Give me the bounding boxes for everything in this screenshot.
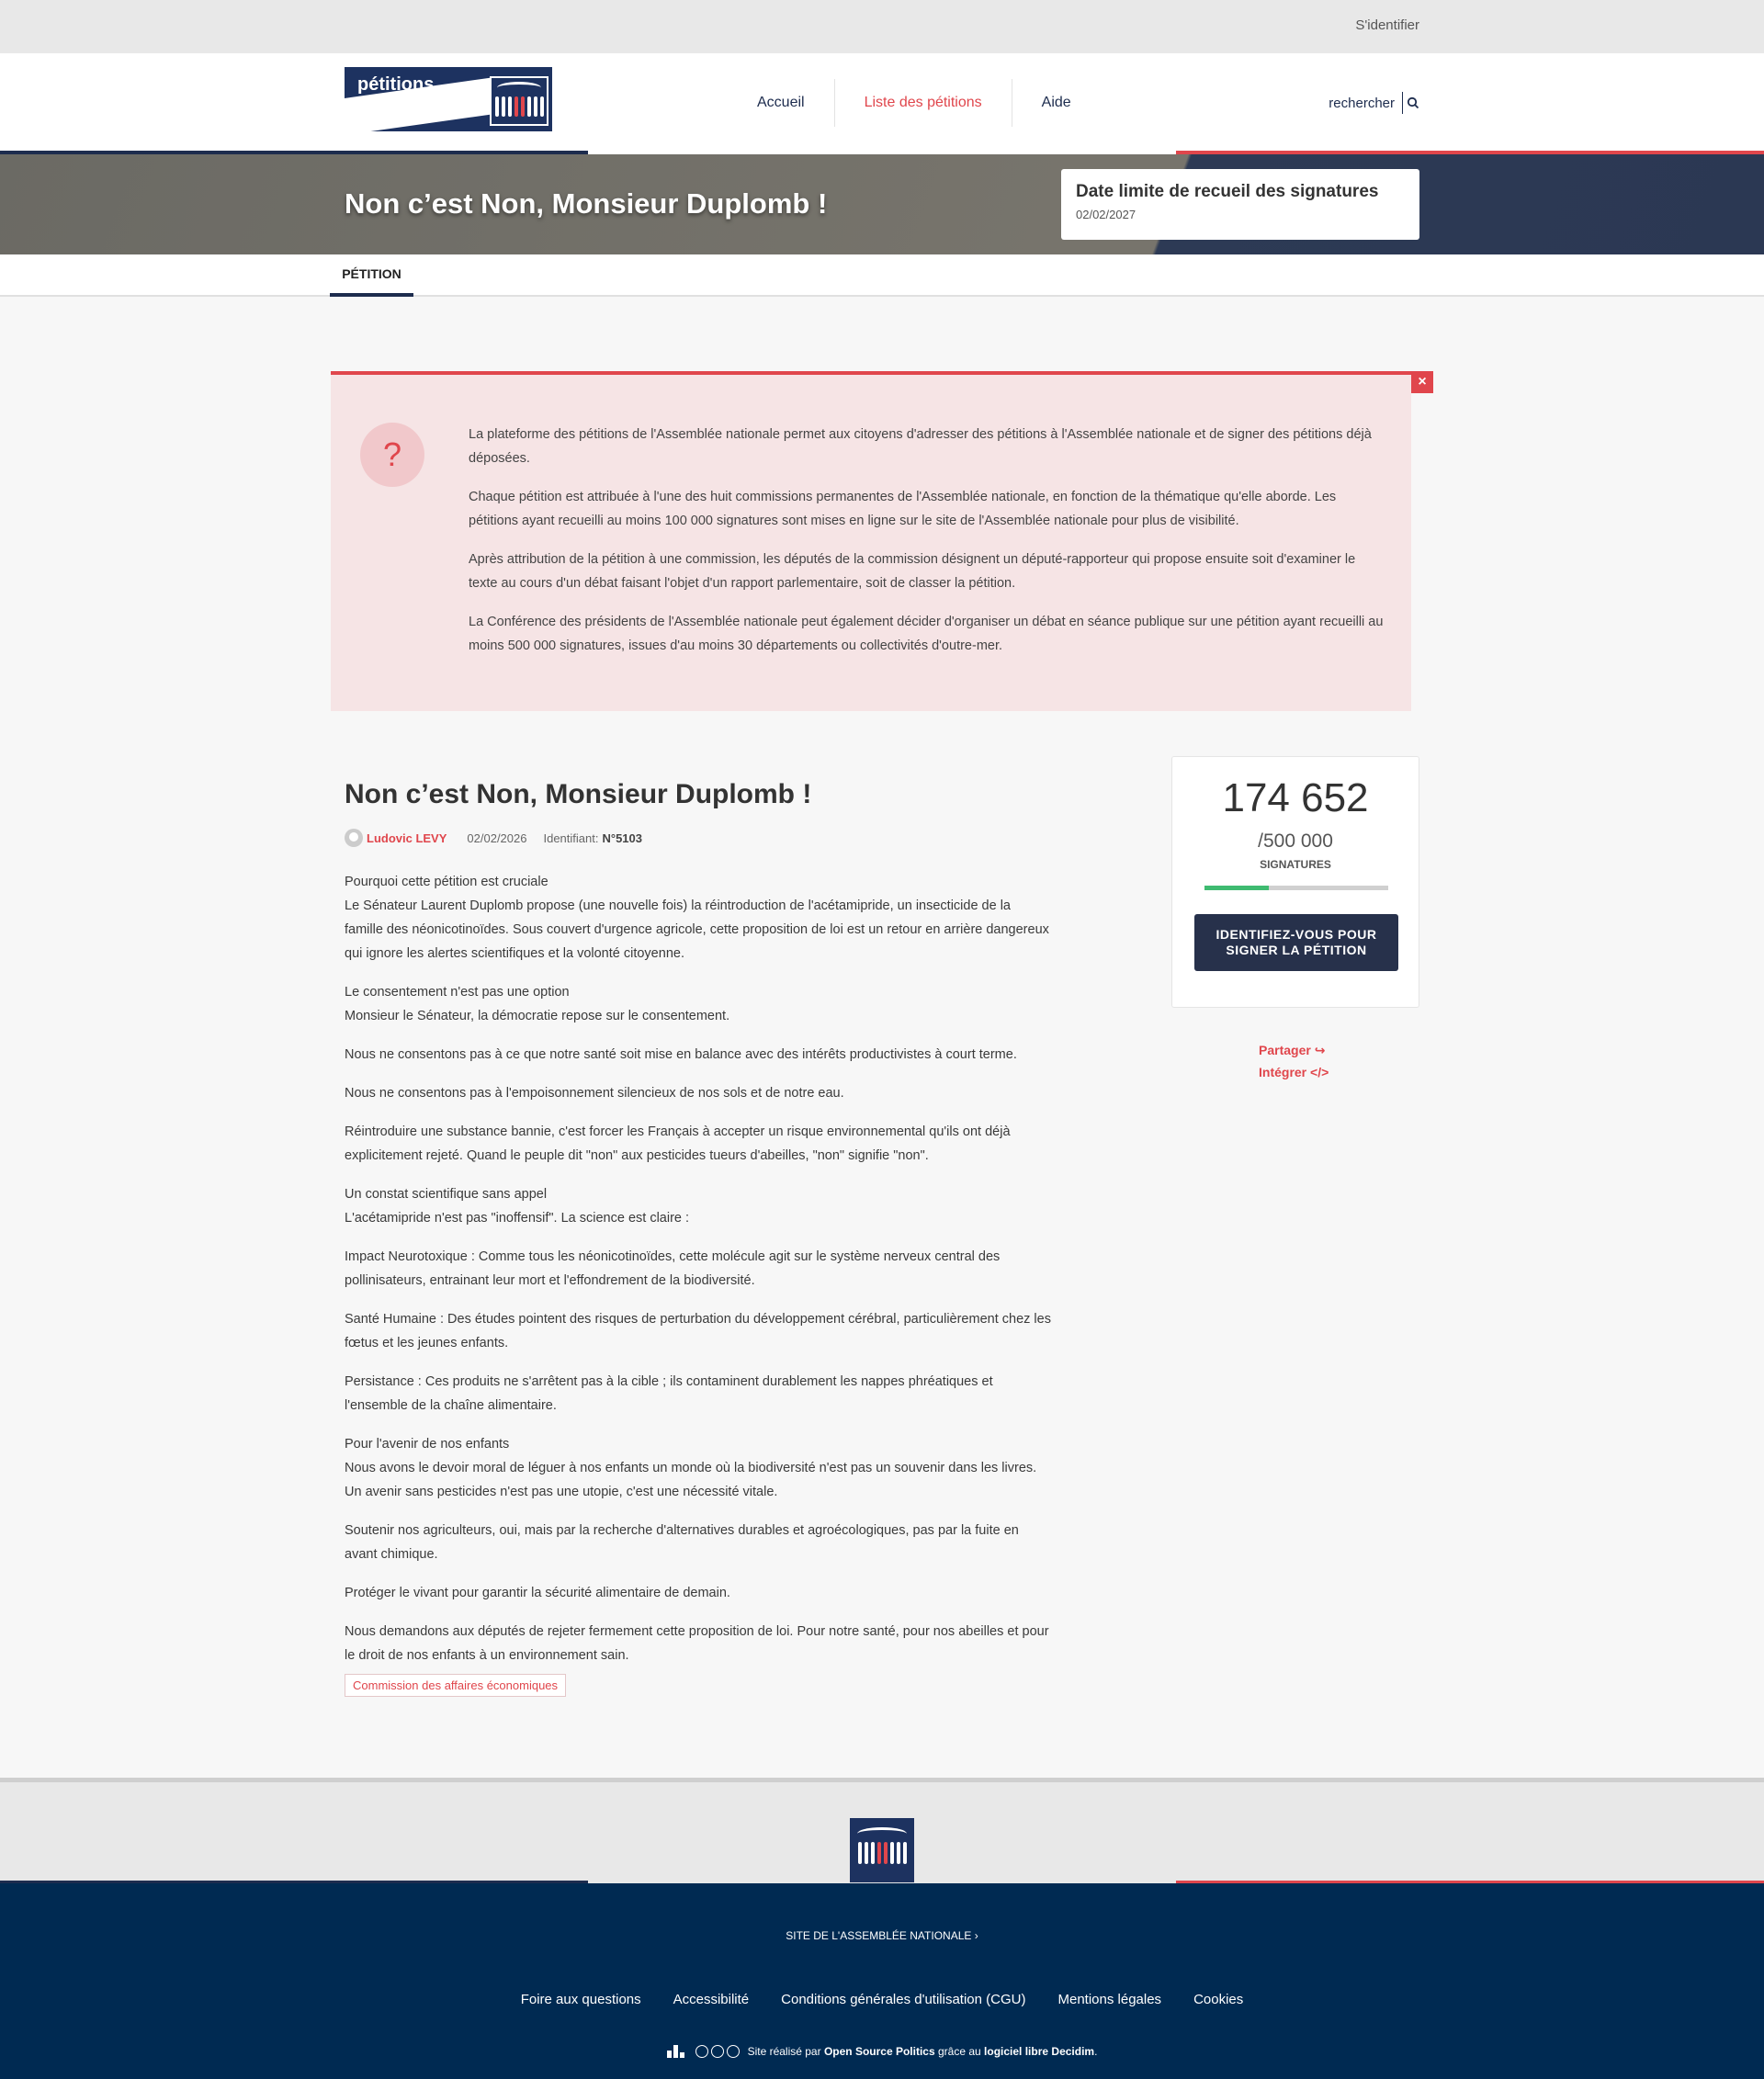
assemblee-logo[interactable]: [850, 1818, 914, 1882]
header: [0, 53, 1764, 154]
footer-link-mentions[interactable]: Mentions légales: [1057, 1992, 1162, 2007]
body-line: Protéger le vivant pour garantir la sécurité alimentaire de demain.: [345, 1586, 730, 1600]
body-paragraph: [345, 1432, 1052, 1504]
assemblee-site-label: SITE DE L'ASSEMBLÉE NATIONALE: [786, 1929, 972, 1942]
author-link[interactable]: Ludovic LEVY: [367, 830, 447, 845]
decidim-link[interactable]: logiciel libre Decidim: [984, 2045, 1095, 2058]
body-paragraph: [345, 1620, 1052, 1667]
body-line: Nous demandons aux députés de rejeter fermement cette proposition de loi. Pour notre santé, pour nos abeilles et pour le droit de nos enfants à un environnement sain.: [345, 1624, 1049, 1663]
share-link[interactable]: [1259, 1039, 1329, 1061]
body-paragraph: [345, 980, 1052, 1028]
body-line: Pour l'avenir de nos enfants: [345, 1437, 510, 1452]
progress-fill: [1204, 886, 1269, 890]
question-icon: ?: [360, 423, 424, 487]
info-paragraph: La Conférence des présidents de l'Assemblée nationale peut également décider d'organiser un débat en séance publique sur une pétition ayant recueilli au moins 500 000 signatures, issues d'au moins 30 départements ou collectivités d'outre-mer.: [469, 615, 1384, 653]
deadline-title: Date limite de recueil des signatures: [1076, 182, 1379, 201]
assemblee-site-link[interactable]: [0, 1929, 1764, 1942]
body-paragraph: [345, 1120, 1052, 1168]
credit-text: grâce au: [938, 2045, 981, 2058]
embed-label: Intégrer: [1259, 1065, 1307, 1079]
body-line: Monsieur le Sénateur, la démocratie repose sur le consentement.: [345, 1009, 730, 1023]
commission-tag[interactable]: Commission des affaires économiques: [345, 1674, 566, 1697]
deadline-date: 02/02/2027: [1076, 208, 1136, 221]
info-paragraph: Chaque pétition est attribuée à l'une des huit commissions permanentes de l'Assemblée nationale, en fonction de la thématique qu'elle aborde. Les pétitions ayant recueilli au moins 100 000 signatures sont mises en ligne sur le site de l'Assemblée nationale pour plus de visibilité.: [469, 490, 1337, 528]
info-callout: [331, 371, 1411, 711]
search-icon: [1407, 96, 1419, 109]
body-line: Pourquoi cette pétition est cruciale: [345, 875, 548, 889]
cc-sa-icon: [727, 2045, 740, 2058]
petition-date: 02/02/2026: [467, 830, 527, 845]
nav-liste-petitions[interactable]: Liste des pétitions: [835, 79, 1012, 127]
login-link[interactable]: S'identifier: [1355, 17, 1419, 33]
nav-aide[interactable]: Aide: [1041, 95, 1071, 110]
signature-card: [1171, 756, 1419, 1008]
top-bar: [0, 0, 1764, 53]
petition-meta: [345, 829, 642, 847]
body-line: Le Sénateur Laurent Duplomb propose (une nouvelle fois) la réintroduction de l'acétamipride, un insecticide de la famille des néonicotinoïdes. Sous couvert d'urgence agricole, cette proposition de loi est un retour en arrière dangereux qui ignore les alertes scientifiques et la volonté citoyenne.: [345, 898, 1049, 961]
body-paragraph: [345, 1182, 1052, 1230]
body-paragraph: [345, 1043, 1052, 1067]
body-line: L'acétamipride n'est pas "inoffensif". La science est claire :: [345, 1211, 690, 1226]
signature-goal: /500 000: [1258, 830, 1333, 852]
petition-body: [345, 870, 1052, 1682]
petition-banner: [0, 154, 1764, 254]
signature-count: 174 652: [1222, 775, 1369, 820]
code-icon: </>: [1310, 1065, 1329, 1079]
body-line: Santé Humaine : Des études pointent des risques de perturbation du développement cérébral, particulièrement chez les fœtus et les jeunes enfants.: [345, 1312, 1051, 1350]
identifier-label: Identifiant:: [543, 830, 599, 845]
petition-title: Non c’est Non, Monsieur Duplomb !: [345, 779, 812, 809]
cc-icon: [695, 2045, 708, 2058]
body-paragraph: [345, 1519, 1052, 1566]
body-line: Un constat scientifique sans appel: [345, 1187, 548, 1202]
main-nav: [728, 79, 1101, 127]
signature-progress: [1204, 886, 1388, 890]
footer-link-accessibilite[interactable]: Accessibilité: [673, 1992, 750, 2007]
deadline-box: [1061, 169, 1419, 240]
tab-petition[interactable]: PÉTITION: [330, 254, 413, 297]
osp-link[interactable]: Open Source Politics: [823, 2045, 935, 2058]
body-line: Nous ne consentons pas à ce que notre santé soit mise en balance avec des intérêts productivistes à court terme.: [345, 1047, 1017, 1062]
body-line: Impact Neurotoxique : Comme tous les néonicotinoïdes, cette molécule agit sur le système nerveux central des pollinisateurs, entrainant leur mort et l'effondrement de la biodiversité.: [345, 1249, 1001, 1288]
footer-link-cgu[interactable]: Conditions générales d'utilisation (CGU): [781, 1992, 1026, 2007]
body-paragraph: [345, 870, 1052, 966]
info-paragraph: Après attribution de la pétition à une commission, les députés de la commission désignent un député-rapporteur qui propose ensuite soit d'examiner le texte au cours d'un débat faisant l'objet d'un rapport parlementaire, soit de classer la pétition.: [469, 552, 1356, 591]
body-line: Le consentement n'est pas une option: [345, 985, 570, 1000]
credit-text: Site réalisé par: [747, 2045, 821, 2058]
body-line: Persistance : Ces produits ne s'arrêtent pas à la cible ; ils contaminent durablement les nappes phréatiques et l'ensemble de la chaîne alimentaire.: [345, 1374, 993, 1413]
sign-button[interactable]: IDENTIFIEZ-VOUS POUR SIGNER LA PÉTITION: [1194, 914, 1398, 971]
avatar: [345, 829, 363, 847]
body-line: Nous ne consentons pas à l'empoisonnement silencieux de nos sols et de notre eau.: [345, 1086, 844, 1101]
body-line: Nous avons le devoir moral de léguer à nos enfants un monde où la biodiversité n'est pas un souvenir dans les livres. Un avenir sans pesticides n'est pas une utopie, c'est une nécessité vitale.: [345, 1461, 1037, 1499]
footer-link-faq[interactable]: Foire aux questions: [520, 1992, 641, 2007]
petitions-logo[interactable]: [345, 67, 552, 131]
body-line: Soutenir nos agriculteurs, oui, mais par la recherche d'alternatives durables et agroécologiques, pas par la fuite en avant chimique.: [345, 1523, 1019, 1562]
banner-title: Non c’est Non, Monsieur Duplomb !: [345, 187, 828, 220]
footer-links: [0, 1992, 1764, 2007]
cc-by-icon: [711, 2045, 724, 2058]
embed-link[interactable]: [1259, 1061, 1329, 1083]
body-paragraph: [345, 1370, 1052, 1418]
credits: Site réalisé par Open Source Politics grâce au logiciel libre Decidim .: [0, 2045, 1764, 2058]
search-label: rechercher: [1329, 95, 1395, 111]
nav-accueil[interactable]: Accueil: [728, 79, 835, 127]
info-paragraph: La plateforme des pétitions de l'Assemblée nationale permet aux citoyens d'adresser des pétitions à l'Assemblée nationale et de signer des pétitions déjà déposées.: [469, 427, 1372, 466]
body-paragraph: [345, 1307, 1052, 1355]
tab-bar: [0, 254, 1764, 297]
close-icon[interactable]: ×: [1411, 371, 1433, 393]
share-icon: ↪: [1314, 1043, 1326, 1057]
body-paragraph: [345, 1245, 1052, 1293]
share-label: Partager: [1259, 1043, 1311, 1057]
share-actions: [1259, 1039, 1329, 1083]
chevron-right-icon: ›: [974, 1929, 978, 1942]
search-button[interactable]: [1329, 92, 1419, 114]
decidim-icon: [667, 2045, 684, 2058]
info-text: [469, 423, 1387, 672]
body-line: Réintroduire une substance bannie, c'est forcer les Français à accepter un risque environnemental qu'ils ont déjà explicitement rejeté. Quand le peuple dit "non" aux pesticides tueurs d'abeilles, "non" signifie "non".: [345, 1124, 1011, 1163]
logo-text: pétitions: [357, 74, 435, 95]
body-paragraph: [345, 1081, 1052, 1105]
signature-label: SIGNATURES: [1260, 858, 1331, 871]
footer-link-cookies[interactable]: Cookies: [1193, 1992, 1244, 2007]
assemblee-hemicycle-icon: [490, 76, 548, 126]
body-paragraph: [345, 1581, 1052, 1605]
identifier-value: N°5103: [602, 830, 642, 845]
